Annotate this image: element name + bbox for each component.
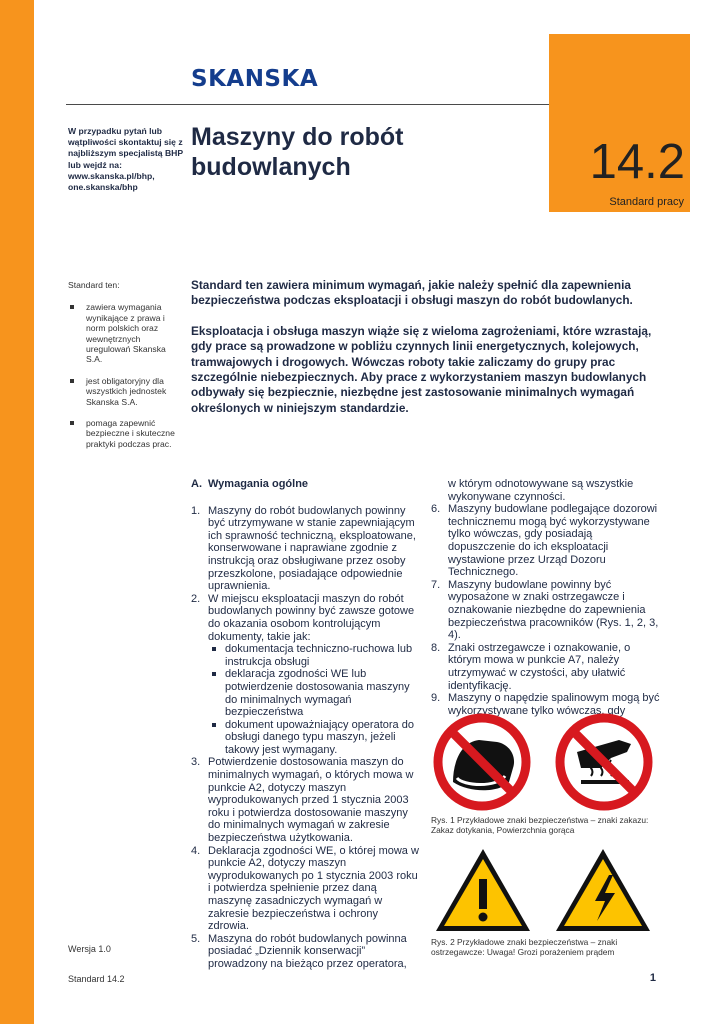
requirement-item: 2. W miejscu eksploatacji maszyn do robót budowlanych powinny być zawsze gotowe do okazania osobom kontrolującym dokumenty, takie jak: dokumentacja techniczno-ruchowa lub instrukcja obsługi deklaracja zgodności WE lub potwierdzenie dostosowania maszyny do minimalnych wymagań bezpieczeństwa dokument upoważniający operatora do obsługi danego typu maszyn, jeżeli takowy jest wymagany. [191,593,419,757]
right-column [431,478,661,717]
contact-note: W przypadku pytań lub wątpliwości skontaktuj się z najbliższym specjalistą BHP lub wejdź na: www.skanska.pl/bhp, one.skanska/bhp [68,126,183,193]
requirement-item: 1. Maszyny do robót budowlanych powinny być utrzymywane w stanie zapewniającym ich sprawność techniczną, eksploatowane, konserwowane i naprawiane zgodnie z instrukcją oraz obsługiwane przez osoby przeszkolone, posiadające odpowiednie uprawnienia. [191,504,416,593]
intro-paragraph: Standard ten zawiera minimum wymagań, jakie należy spełnić dla zapewnienia bezpieczeństwa podczas eksploatacji i obsługi maszyn do robót budowlanych. [191,278,633,308]
figure-caption-2: Rys. 2 Przykładowe znaki bezpieczeństwa – znaki ostrzegawcze: Uwaga! Grozi porażeniem prądem [431,937,618,957]
side-note-item: zawiera wymagania wynikające z prawa i norm polskich oraz wewnętrznych uregulowań Skanska S.A. [68,302,183,364]
section-letter: A. [191,478,202,490]
warning-signs [431,845,656,935]
intro-paragraph: Eksploatacja i obsługa maszyn wiąże się z wieloma zagrożeniami, które wzrastają, gdy prace są prowadzone w pobliżu czynnych linii energetycznych, kolejowych, tramwajowych i drogowych. Wówczas roboty takie zaliczamy do grupy prac szczególnie niebezpiecznych. Aby prace z wykorzystaniem maszyn budowlanych odbywały się bezpiecznie, niezbędne jest zastosowanie minimalnych wymagań określonych w niniejszym standardzie. [191,323,652,415]
electric-shock-icon [556,849,650,931]
version-label: Wersja 1.0 [68,944,111,954]
side-note-item: pomaga zapewnić bezpieczne i skuteczne praktyki podczas prac. [68,418,183,449]
no-touching-icon [438,718,526,806]
standard-number: 14.2 [589,135,685,189]
requirement-item: 5. Maszyna do robót budowlanych powinna posiadać „Dziennik konserwacji” prowadzony na bieżąco przez operatora, [191,932,407,970]
requirement-item: 6. Maszyny budowlane podlegające dozorowi technicznemu mogą być wykorzystywane tylko wówczas, gdy posiadają dopuszczenie do ich eksploatacji wystawione przez Urząd Dozoru Technicznego. [431,503,658,579]
requirement-item: 9. Maszyny o napędzie spalinowym mogą być wykorzystywane tylko wówczas, gdy [431,692,660,717]
requirement-item: 8. Znaki ostrzegawcze i oznakowanie, o którym mowa w punkcie A7, należy utrzymywać w czystości, aby ułatwić identyfikację. [431,641,631,692]
standard-number-box [549,34,690,212]
page-number: 1 [649,972,656,984]
section-heading-text: Wymagania ogólne [208,478,309,490]
requirement-item: 7. Maszyny budowlane powinny być wyposażone w znaki ostrzegawcze i oznakowanie niezbędne do zapewnienia bezpieczeństwa pracowników (Rys. 1, 2, 3, 4). [431,578,659,642]
footer-standard: Standard 14.2 [68,974,125,984]
side-note-item: jest obligatoryjny dla wszystkich jednostek Skanska S.A. [68,376,183,407]
orange-side-bar [0,0,34,1024]
standard-label: Standard pracy [609,196,684,208]
side-note-intro: Standard ten: [68,280,120,290]
document-bullet: dokumentacja techniczno-ruchowa lub instrukcja obsługi [208,643,419,668]
side-note [68,280,183,460]
page-title: Maszyny do robót budowlanych [191,123,404,181]
requirement-item: 4. Deklaracja zgodności WE, o której mowa w punkcie A2, dotyczy maszyn wyprodukowanych po 1 stycznia 2003 roku i potwierdza spełnienie przez daną maszynę zasadniczych wymagań w zakresie bezpieczeństwa i ochrony zdrowia. [191,844,419,933]
hot-surface-icon [560,718,648,806]
requirement-item: 3. Potwierdzenie dostosowania maszyn do minimalnych wymagań, o których mowa w punkcie A2, dotyczy maszyn wyprodukowanych przed 1 stycznia 2003 roku i potwierdza dostosowanie maszyny do minimalnych wymagań w zakresie bezpieczeństwa użytkowania. [191,756,414,845]
warning-exclamation-icon [436,849,530,931]
figure-caption-1: Rys. 1 Przykładowe znaki bezpieczeństwa – znaki zakazu: Zakaz dotykania, Powierzchnia gorąca [431,815,649,835]
prohibition-signs [431,712,656,812]
section-heading [191,478,419,491]
intro-text [191,278,657,431]
skanska-logo: SKANSKA [191,66,319,92]
document-bullet: deklaracja zgodności WE lub potwierdzenie dostosowania maszyny do minimalnych wymagań bezpieczeństwa [208,668,419,718]
left-column [191,478,419,971]
document-bullet: dokument upoważniający operatora do obsługi danego typu maszyn, jeżeli takowy jest wymagany. [208,719,419,757]
requirement-continuation: w którym odnotowywane są wszystkie wykonywane czynności. [448,478,634,503]
